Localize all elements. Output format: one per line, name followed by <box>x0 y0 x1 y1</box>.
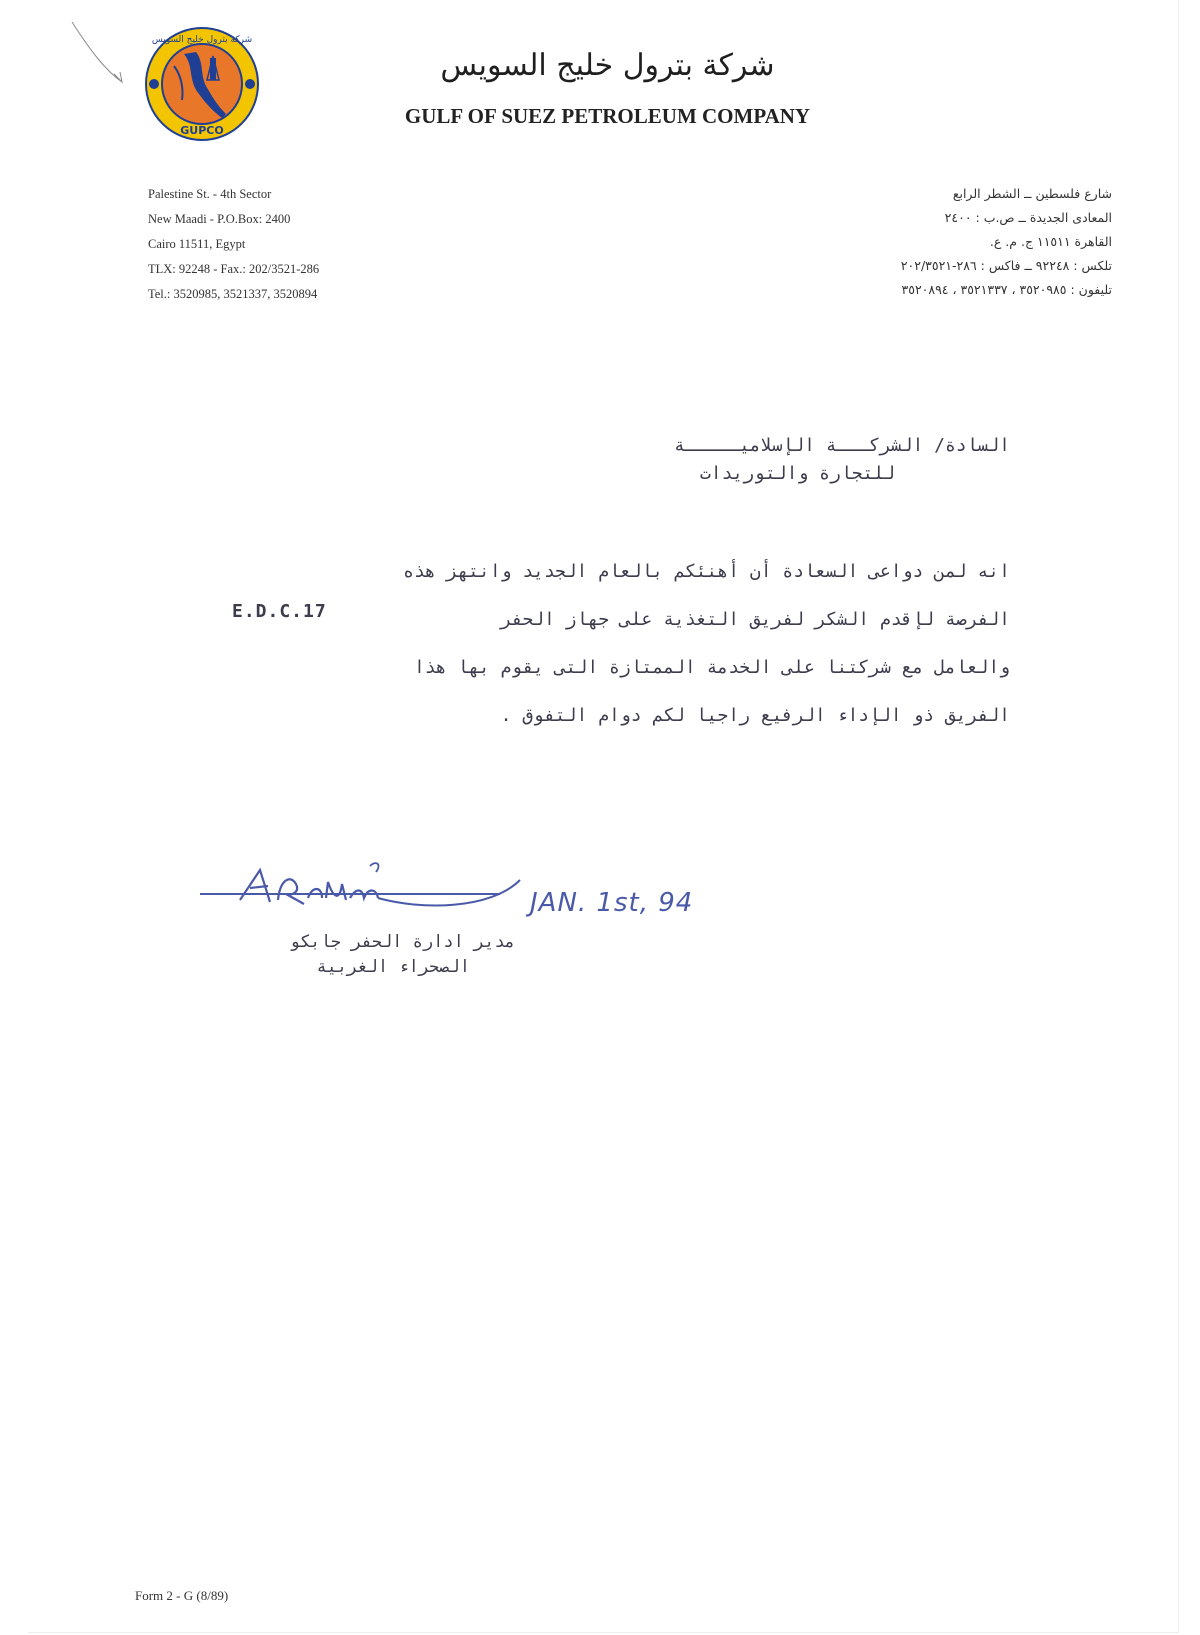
address-en-line: TLX: 92248 - Fax.: 202/3521-286 <box>148 262 320 276</box>
address-en-line: Palestine St. - 4th Sector <box>148 187 272 201</box>
logo-text: GUPCO <box>180 124 224 137</box>
address-en-line: Cairo 11511, Egypt <box>148 237 246 251</box>
signatory-line: الصحراء الغربية <box>316 957 470 977</box>
address-en-line: New Maadi - P.O.Box: 2400 <box>148 212 291 226</box>
company-name-arabic: شركة بترول خليج السويس <box>440 48 775 83</box>
address-en-line: Tel.: 3520985, 3521337, 3520894 <box>148 287 318 301</box>
recipient <box>520 432 1010 488</box>
address-ar-line: تلكس : ٩٢٢٤٨ ــ فاكس : ٢٨٦-٢٠٢/٣٥٢١ <box>900 258 1112 273</box>
signature-date: JAN. 1st, 94 <box>530 888 694 918</box>
letter-body <box>210 548 1010 740</box>
address-english <box>148 182 448 307</box>
body-line: الفريق ذو الإداء الرفيع راجيا لكم دوام التفوق . <box>500 705 1010 726</box>
address-ar-line: تليفون : ٣٥٢٠٩٨٥ ، ٣٥٢١٣٣٧ ، ٣٥٢٠٨٩٤ <box>901 282 1112 297</box>
address-ar-line: شارع فلسطين ــ الشطر الرابع <box>952 186 1112 201</box>
signatory-line: مدير ادارة الحفر جابكو <box>289 932 515 952</box>
address-ar-line: المعادى الجديدة ــ ص.ب : ٢٤٠٠ <box>944 210 1112 225</box>
body-line: انه لمن دواعى السعادة أن أهنئكم بالعام الجديد وانتهز هذه <box>403 561 1010 582</box>
address-ar-line: القاهرة ١١٥١١ ج. م. ع. <box>989 234 1112 249</box>
pencil-mark <box>70 20 130 90</box>
recipient-line: السادة/ الشركـــة الإسلاميـــــة <box>674 435 1010 456</box>
address-arabic <box>760 182 1112 302</box>
company-name-english: GULF OF SUEZ PETROLEUM COMPANY <box>404 104 811 128</box>
signatory-title <box>195 930 515 980</box>
logo-arabic-text: شركة بترول خليج السويس <box>151 35 253 45</box>
rig-code: E.D.C.17 <box>232 601 327 622</box>
body-line: الفرصة لإقدم الشكر لفريق التغذية على جهاز الحفر <box>500 609 1010 630</box>
recipient-line: للتجارة والتوريدات <box>699 463 895 484</box>
form-code: Form 2 - G (8/89) <box>135 1588 229 1603</box>
company-logo <box>144 26 260 142</box>
body-line: والعامل مع شركتنا على الخدمة الممتازة التى يقوم بها هذا <box>413 657 1010 678</box>
